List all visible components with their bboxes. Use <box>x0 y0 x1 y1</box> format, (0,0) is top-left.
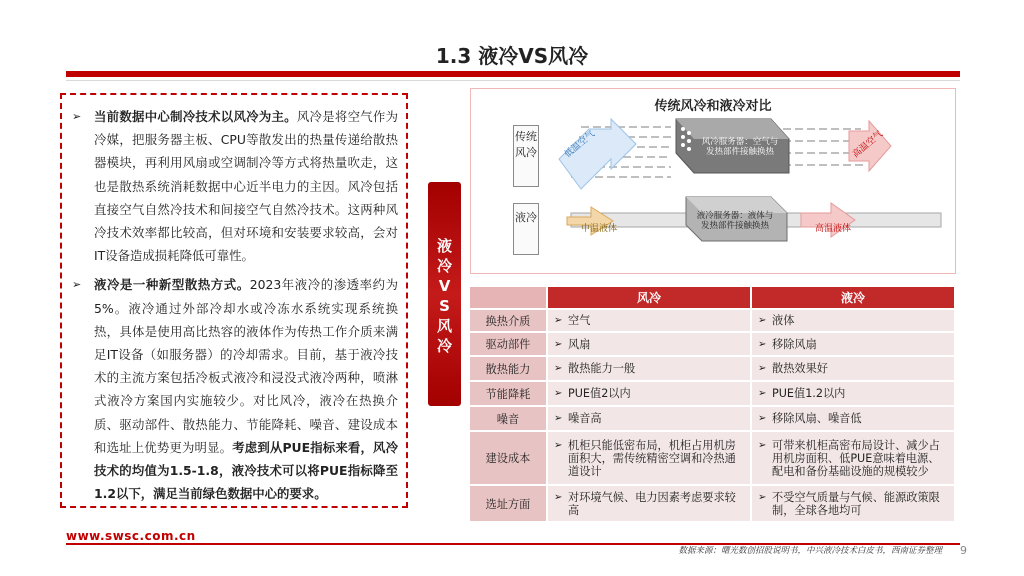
table-cell-air <box>547 332 751 356</box>
table-row <box>470 485 955 522</box>
paragraph-bold-conclusion: 考虑到从PUE指标来看，风冷技术的均值为1.5-1.8，液冷技术可以将PUE指标降至1.2以下，满足当前绿色数据中心的要求。 <box>94 439 399 502</box>
paragraph-body: 风冷是将空气作为冷媒，把服务器主板、CPU等散发出的热量传递给散热器模块，再利用风扇或空调制冷等方式将热量吹走，这也是散热系统消耗数据中心近半电力的主因。风冷包括直接空气自然冷技术和间接空气自然冷技术。这两种风冷技术效率都比较高，但对环境和安装要求较高，会对IT设备造成损耗降低可靠性。 <box>94 109 399 264</box>
arrow-bullet-icon: ➢ <box>758 388 767 399</box>
arrow-bullet-icon: ➢ <box>72 278 82 292</box>
arrow-bullet-icon: ➢ <box>554 388 563 399</box>
row-header: 驱动部件 <box>470 332 547 356</box>
table-cell-air <box>547 381 751 406</box>
side-tab-char: S <box>439 297 450 315</box>
arrow-bullet-icon: ➢ <box>758 338 767 350</box>
row-header: 选址方面 <box>470 485 547 522</box>
cell-text: 散热效果好 <box>772 362 828 375</box>
arrow-bullet-icon: ➢ <box>554 491 563 503</box>
cell-text: PUE值2以内 <box>568 387 631 400</box>
side-tab-liquid-vs-air <box>428 182 461 406</box>
page-number: 9 <box>960 544 967 557</box>
air-server-top <box>676 119 789 139</box>
row-header: 节能降耗 <box>470 381 547 406</box>
cell-text: 噪音高 <box>568 412 602 425</box>
data-source-note: 数据来源：曙光数创招股说明书，中兴液冷技术白皮书，西南证券整理 <box>678 546 942 556</box>
footer-website-link[interactable]: www.swsc.com.cn <box>66 529 196 543</box>
air-server-label: 风冷服务器：空气与发热部件接触换热 <box>701 137 779 157</box>
table-cell-air <box>547 309 751 332</box>
table-cell-liquid <box>751 309 955 332</box>
side-tab-char: V <box>438 277 451 295</box>
arrow-bullet-icon: ➢ <box>758 315 767 326</box>
table-cell-liquid <box>751 485 955 522</box>
table-cell-air <box>547 406 751 431</box>
arrow-bullet-icon: ➢ <box>758 439 767 451</box>
comparison-table <box>470 287 956 523</box>
paragraph-liquid-cooling <box>70 273 398 505</box>
cell-text: 空气 <box>568 314 591 327</box>
mid-temp-liquid-label: 中温液体 <box>580 224 617 234</box>
arrow-bullet-icon: ➢ <box>554 363 563 374</box>
title-underline <box>66 71 960 77</box>
table-cell-liquid <box>751 431 955 485</box>
table-row <box>470 356 955 381</box>
cell-text: 散热能力一般 <box>568 362 636 375</box>
diagram-graphics <box>471 89 957 275</box>
cell-text: 可带来机柜高密布局设计、减少占用机房面积、低PUE意味着电源、配电和备份基础设施的规模较少 <box>772 438 940 478</box>
table-row <box>470 332 955 356</box>
paragraph-bold-lead: 液冷是一种新型散热方式。 <box>94 277 250 293</box>
text-panel <box>60 93 408 508</box>
table-corner <box>470 287 547 309</box>
cell-text: 不受空气质量与气候、能源政策限制，全球各地均可 <box>772 490 940 517</box>
arrow-bullet-icon: ➢ <box>554 413 563 424</box>
low-temp-air-label: 低温空气 <box>562 129 597 161</box>
row-header: 散热能力 <box>470 356 547 381</box>
paragraph-air-cooling <box>70 105 398 267</box>
column-header-air: 风冷 <box>547 287 751 309</box>
page-title: 1.3 液冷VS风冷 <box>435 44 589 68</box>
table-cell-air <box>547 431 751 485</box>
diagram-title: 传统风冷和液冷对比 <box>654 99 772 114</box>
arrow-bullet-icon: ➢ <box>554 338 563 350</box>
table-cell-liquid <box>751 381 955 406</box>
cell-text: 对环境气候、电力因素考虑要求较高 <box>568 490 736 517</box>
side-tab-char: 液 <box>436 237 452 255</box>
arrow-bullet-icon: ➢ <box>554 439 563 451</box>
row-header: 换热介质 <box>470 309 547 332</box>
table-row <box>470 309 955 332</box>
cell-text: 移除风扇、噪音低 <box>772 412 862 425</box>
table-row <box>470 381 955 406</box>
table-header-row <box>470 287 955 309</box>
cell-text: 风扇 <box>568 337 591 351</box>
table-cell-liquid <box>751 332 955 356</box>
arrow-bullet-icon: ➢ <box>758 413 767 424</box>
liquid-server-label: 液冷服务器：液体与发热部件接触换热 <box>696 211 774 231</box>
column-header-liquid: 液冷 <box>751 287 955 309</box>
side-tab-char: 冷 <box>436 257 452 275</box>
table-row <box>470 406 955 431</box>
table-row <box>470 431 955 485</box>
cell-text: 机柜只能低密布局，机柜占用机房面积大，需传统精密空调和冷热通道设计 <box>568 438 736 478</box>
arrow-bullet-icon: ➢ <box>758 363 767 374</box>
table-cell-air <box>547 356 751 381</box>
label-text: 液冷 <box>515 211 537 224</box>
high-temp-air-label: 高温空气 <box>850 129 885 161</box>
table-cell-liquid <box>751 406 955 431</box>
side-tab-char: 冷 <box>436 337 452 355</box>
label-text: 传统风冷 <box>515 130 537 159</box>
paragraph-body: 2023年液冷的渗透率约为5%。液冷通过外部冷却水或冷冻水系统实现系统换热，具体是使用高比热容的液体作为传热工作介质来满足IT设备（如服务器）的冷却需求。目前，基于液冷技术的主流方案包括冷板式液冷和浸没式液冷两种，喷淋式液冷方案国内实施较少。对比风冷，液冷在热换介质、驱动部件、散热能力、节能降耗、噪音、建设成本和选址上优势更为明显。 <box>94 277 398 455</box>
paragraph-bold-lead: 当前数据中心制冷技术以风冷为主。 <box>94 109 297 124</box>
arrow-bullet-icon: ➢ <box>554 315 563 326</box>
arrow-bullet-icon: ➢ <box>758 491 767 503</box>
cell-text: 液体 <box>772 314 795 327</box>
row-header: 噪音 <box>470 406 547 431</box>
cooling-comparison-diagram <box>470 88 956 274</box>
row-header: 建设成本 <box>470 431 547 485</box>
arrow-bullet-icon: ➢ <box>72 110 82 123</box>
cell-text: PUE值1.2以内 <box>772 387 846 400</box>
table-cell-air <box>547 485 751 522</box>
title-underline-thin <box>66 80 960 81</box>
side-tab-char: 风 <box>436 317 452 335</box>
table-cell-liquid <box>751 356 955 381</box>
high-temp-liquid-label: 高温液体 <box>814 224 851 234</box>
cell-text: 移除风扇 <box>772 337 817 351</box>
